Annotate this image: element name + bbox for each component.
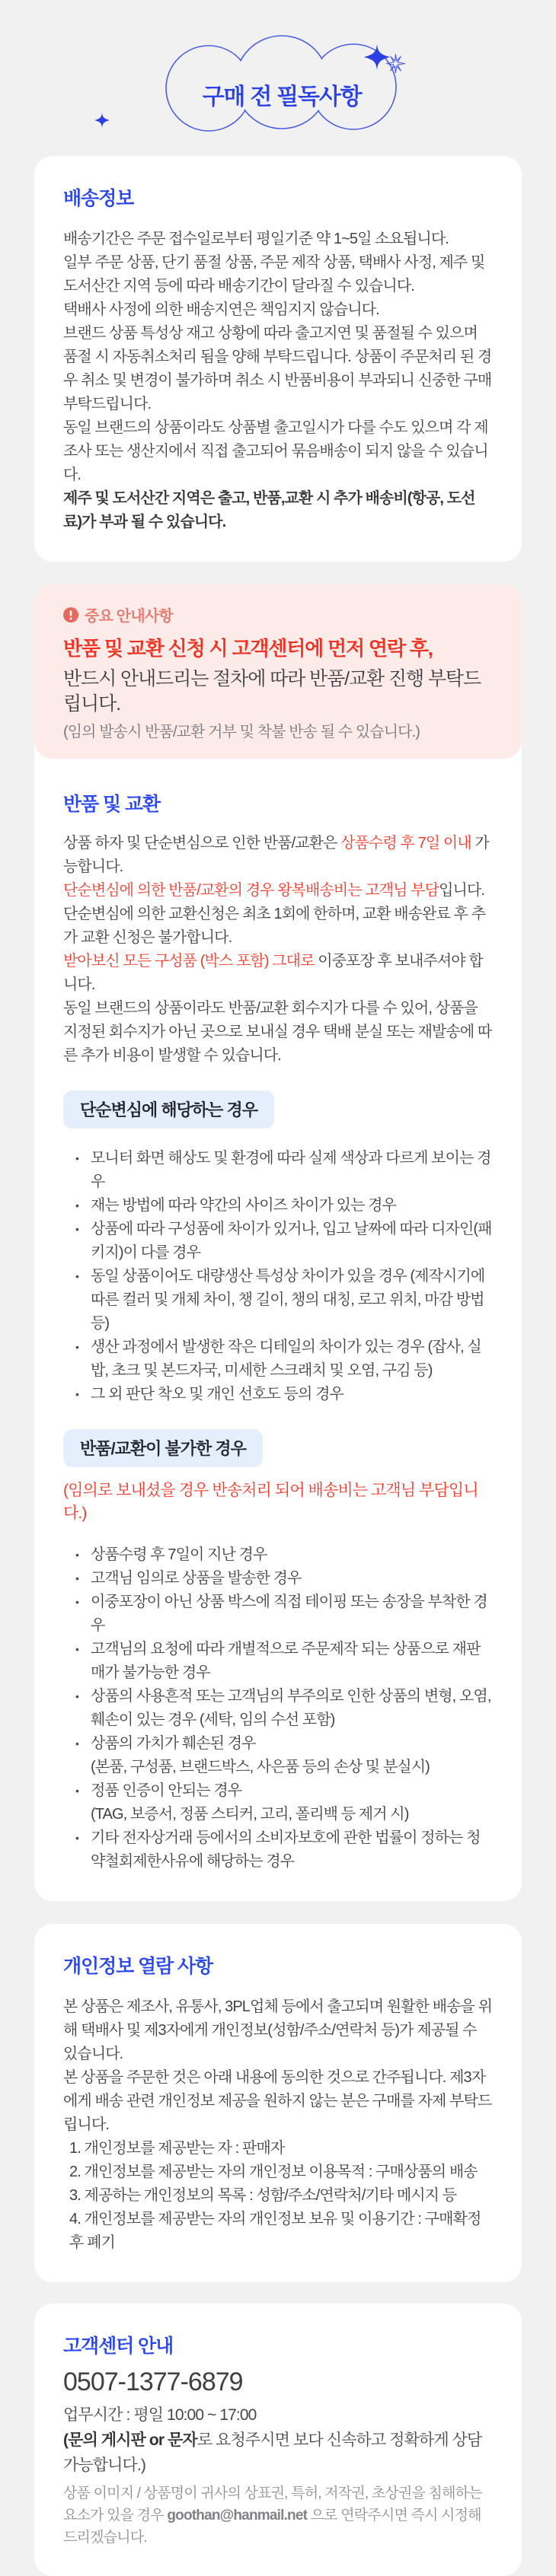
shipping-line: 일부 주문 상품, 단기 품절 상품, 주문 제작 상품, 택배사 사정, 제주 및 도서산간 지역 등에 따라 배송기간이 달라질 수 있습니다. bbox=[63, 254, 485, 295]
page-title: 구매 전 필독사항 bbox=[202, 84, 362, 110]
list-item: • 정품 인증이 안되는 경우 (TAG, 보증서, 정품 스티커, 고리, 폴리백 등 제거 시) bbox=[75, 1779, 493, 1826]
customer-center-heading: 고객센터 안내 bbox=[63, 2336, 174, 2357]
list-item: • 기타 전자상거래 등에서의 소비자보호에 관한 법률이 정하는 청약철회제한사유에 해당하는 경우 bbox=[75, 1826, 493, 1874]
shipping-line-emphasis: 제주 및 도서산간 지역은 출고, 반품,교환 시 추가 배송비(항공, 도선료)가 부과 될 수 있습니다. bbox=[63, 490, 475, 530]
contact-email: goothan@hanmail.net bbox=[167, 2508, 308, 2523]
list-item: • 모니터 화면 해상도 및 환경에 따라 실제 색상과 다르게 보이는 경우 bbox=[75, 1147, 493, 1194]
important-notice-label-row bbox=[63, 603, 493, 626]
returns-intro-line: 단순변심에 의한 반품/교환의 경우 왕복배송비는 고객님 부담입니다. bbox=[63, 882, 485, 899]
list-item: • 상품의 가치가 훼손된 경우 (본품, 구성품, 브랜드박스, 사은품 등의 손상 및 분실시) bbox=[75, 1732, 493, 1779]
returns-intro-line: 받아보신 모든 구성품 (박스 포함) 그대로 이중포장 후 보내주셔야 합니다. bbox=[63, 953, 483, 993]
returns-heading: 반품 및 교환 bbox=[63, 794, 160, 815]
returns-intro-line: 동일 브랜드의 상품이라도 반품/교환 회수지가 다를 수 있어, 상품을 지정된 회수지가 아닌 곳으로 보내실 경우 택배 분실 또는 재발송에 따른 추가 비용이 발생할 수 있습니다. bbox=[63, 1000, 492, 1064]
list-item-subnote: (TAG, 보증서, 정품 스티커, 고리, 폴리백 등 제거 시) bbox=[91, 1806, 409, 1823]
privacy-numbered-item: 4. 개인정보를 제공받는 자의 개인정보 보유 및 이용기간 : 구매확정 후 폐기 bbox=[69, 2211, 481, 2251]
shipping-line: 배송기간은 주문 접수일로부터 평일기준 약 1~5일 소요됩니다. bbox=[63, 231, 449, 247]
hero-banner bbox=[0, 0, 556, 156]
copyright-contact-note: 상품 이미지 / 상품명이 귀사의 상표권, 특허, 저작권, 초상권을 침해하는 요소가 있을 경우 goothan@hanmail.net 으로 연락주시면 즉시 시정해드리겠습니다. bbox=[63, 2485, 482, 2546]
privacy-paragraph: 본 상품은 제조사, 유통사, 3PL업체 등에서 출고되며 원활한 배송을 위해 택배사 및 제3자에게 개인정보(성함/주소/연락처 등)가 제공될 수 있습니다. bbox=[63, 1998, 493, 2062]
customer-center-consult-note: (문의 게시판 or 문자로 요청주시면 보다 신속하고 정확하게 상담 가능합니다.) bbox=[63, 2431, 482, 2474]
notice-returns-stack bbox=[34, 584, 522, 1901]
list-item: • 상품수령 후 7일이 지난 경우 bbox=[75, 1543, 493, 1567]
privacy-heading: 개인정보 열람 사항 bbox=[63, 1956, 213, 1977]
list-item: • 상품의 사용흔적 또는 고객님의 부주의로 인한 상품의 변형, 오염, 훼손이 있는 경우 (세탁, 임의 수선 포함) bbox=[75, 1685, 493, 1732]
return-denied-note: (임의로 보내셨을 경우 반송처리 되어 배송비는 고객님 부담입니다.) bbox=[63, 1482, 478, 1522]
privacy-card bbox=[34, 1924, 522, 2282]
important-notice-card bbox=[34, 584, 522, 759]
shipping-info-card bbox=[34, 156, 522, 562]
shipping-heading: 배송정보 bbox=[63, 188, 134, 209]
list-item: • 상품에 따라 구성품에 차이가 있거나, 입고 날짜에 따라 디자인(패키지)이 다를 경우 bbox=[75, 1218, 493, 1265]
privacy-numbered-item: 1. 개인정보를 제공받는 자 : 판매자 bbox=[69, 2140, 285, 2157]
list-item: • 고객님 임의로 상품을 발송한 경우 bbox=[75, 1567, 493, 1590]
customer-center-phone: 0507-1377-6879 bbox=[63, 2367, 243, 2396]
notice-headline: 반품 및 교환 신청 시 고객센터에 먼저 연락 후, bbox=[63, 637, 433, 660]
returns-intro-line: 상품 하자 및 단순변심으로 인한 반품/교환은 상품수령 후 7일 이내 가능합니다. bbox=[63, 835, 489, 875]
list-item: • 그 외 판단 착오 및 개인 선호도 등의 경우 bbox=[75, 1383, 493, 1406]
notice-fineprint: (임의 발송시 반품/교환 거부 및 착불 반송 될 수 있습니다.) bbox=[63, 724, 420, 740]
change-of-mind-list bbox=[75, 1147, 493, 1406]
change-of-mind-badge: 단순변심에 해당하는 경우 bbox=[63, 1091, 274, 1129]
exclamation-icon bbox=[63, 607, 78, 623]
shipping-line: 택배사 사정에 의한 배송지연은 책임지지 않습니다. bbox=[63, 301, 379, 318]
return-denied-list bbox=[75, 1543, 493, 1874]
list-item: • 고객님의 요청에 따라 개별적으로 주문제작 되는 상품으로 재판매가 불가능한 경우 bbox=[75, 1638, 493, 1685]
customer-center-hours: 업무시간 : 평일 10:00 ~ 17:00 bbox=[63, 2406, 257, 2424]
customer-center-card bbox=[34, 2304, 522, 2576]
list-item: • 재는 방법에 따라 약간의 사이즈 차이가 있는 경우 bbox=[75, 1194, 493, 1218]
sparkle-icon bbox=[94, 113, 110, 128]
privacy-paragraph: 본 상품을 주문한 것은 아래 내용에 동의한 것으로 간주됩니다. 제3자에게 배송 관련 개인정보 제공을 원하지 않는 분은 구매를 자제 부탁드립니다. bbox=[63, 2069, 492, 2133]
privacy-numbered-item: 3. 제공하는 개인정보의 목록 : 성함/주소/연락처/기타 메시지 등 bbox=[69, 2187, 457, 2204]
privacy-numbered-item: 2. 개인정보를 제공받는 자의 개인정보 이용목적 : 구매상품의 배송 bbox=[69, 2164, 478, 2180]
list-item-subnote: (본품, 구성품, 브랜드박스, 사은품 등의 손상 및 분실시) bbox=[91, 1759, 430, 1775]
returns-intro-line: 단순변심에 의한 교환신청은 최초 1회에 한하며, 교환 배송완료 후 추가 교환 신청은 불가합니다. bbox=[63, 906, 486, 946]
list-item: • 동일 상품이어도 대량생산 특성상 차이가 있을 경우 (제작시기에 따른 컬러 및 개체 차이, 챙 길이, 챙의 대칭, 로고 위치, 마감 방법 등) bbox=[75, 1265, 493, 1336]
important-notice-label: 중요 안내사항 bbox=[85, 608, 173, 625]
list-item: • 이중포장이 아닌 상품 박스에 직접 테이핑 또는 송장을 부착한 경우 bbox=[75, 1590, 493, 1638]
notice-subline: 반드시 안내드리는 절차에 따라 반품/교환 진행 부탁드립니다. bbox=[63, 668, 481, 715]
shipping-line: 브랜드 상품 특성상 재고 상황에 따라 출고지연 및 품절될 수 있으며 품절 시 자동취소처리 됨을 양해 부탁드립니다. 상품이 주문처리 된 경우 취소 및 변경이 불가하며 취소 시 반품비용이 부과되니 신중한 구매 부탁드립니다. bbox=[63, 325, 492, 412]
return-denied-badge: 반품/교환이 불가한 경우 bbox=[63, 1429, 263, 1467]
list-item: • 생산 과정에서 발생한 작은 디테일의 차이가 있는 경우 (잡사, 실밥, 초크 및 본드자국, 미세한 스크래치 및 오염, 구김 등) bbox=[75, 1336, 493, 1383]
returns-exchange-card bbox=[34, 759, 522, 1901]
burst-sparkle-icon bbox=[385, 53, 406, 74]
shipping-line: 동일 브랜드의 상품이라도 상품별 출고일시가 다를 수도 있으며 각 제조사 또는 생산지에서 직접 출고되어 묶음배송이 되지 않을 수 있습니다. bbox=[63, 419, 488, 483]
